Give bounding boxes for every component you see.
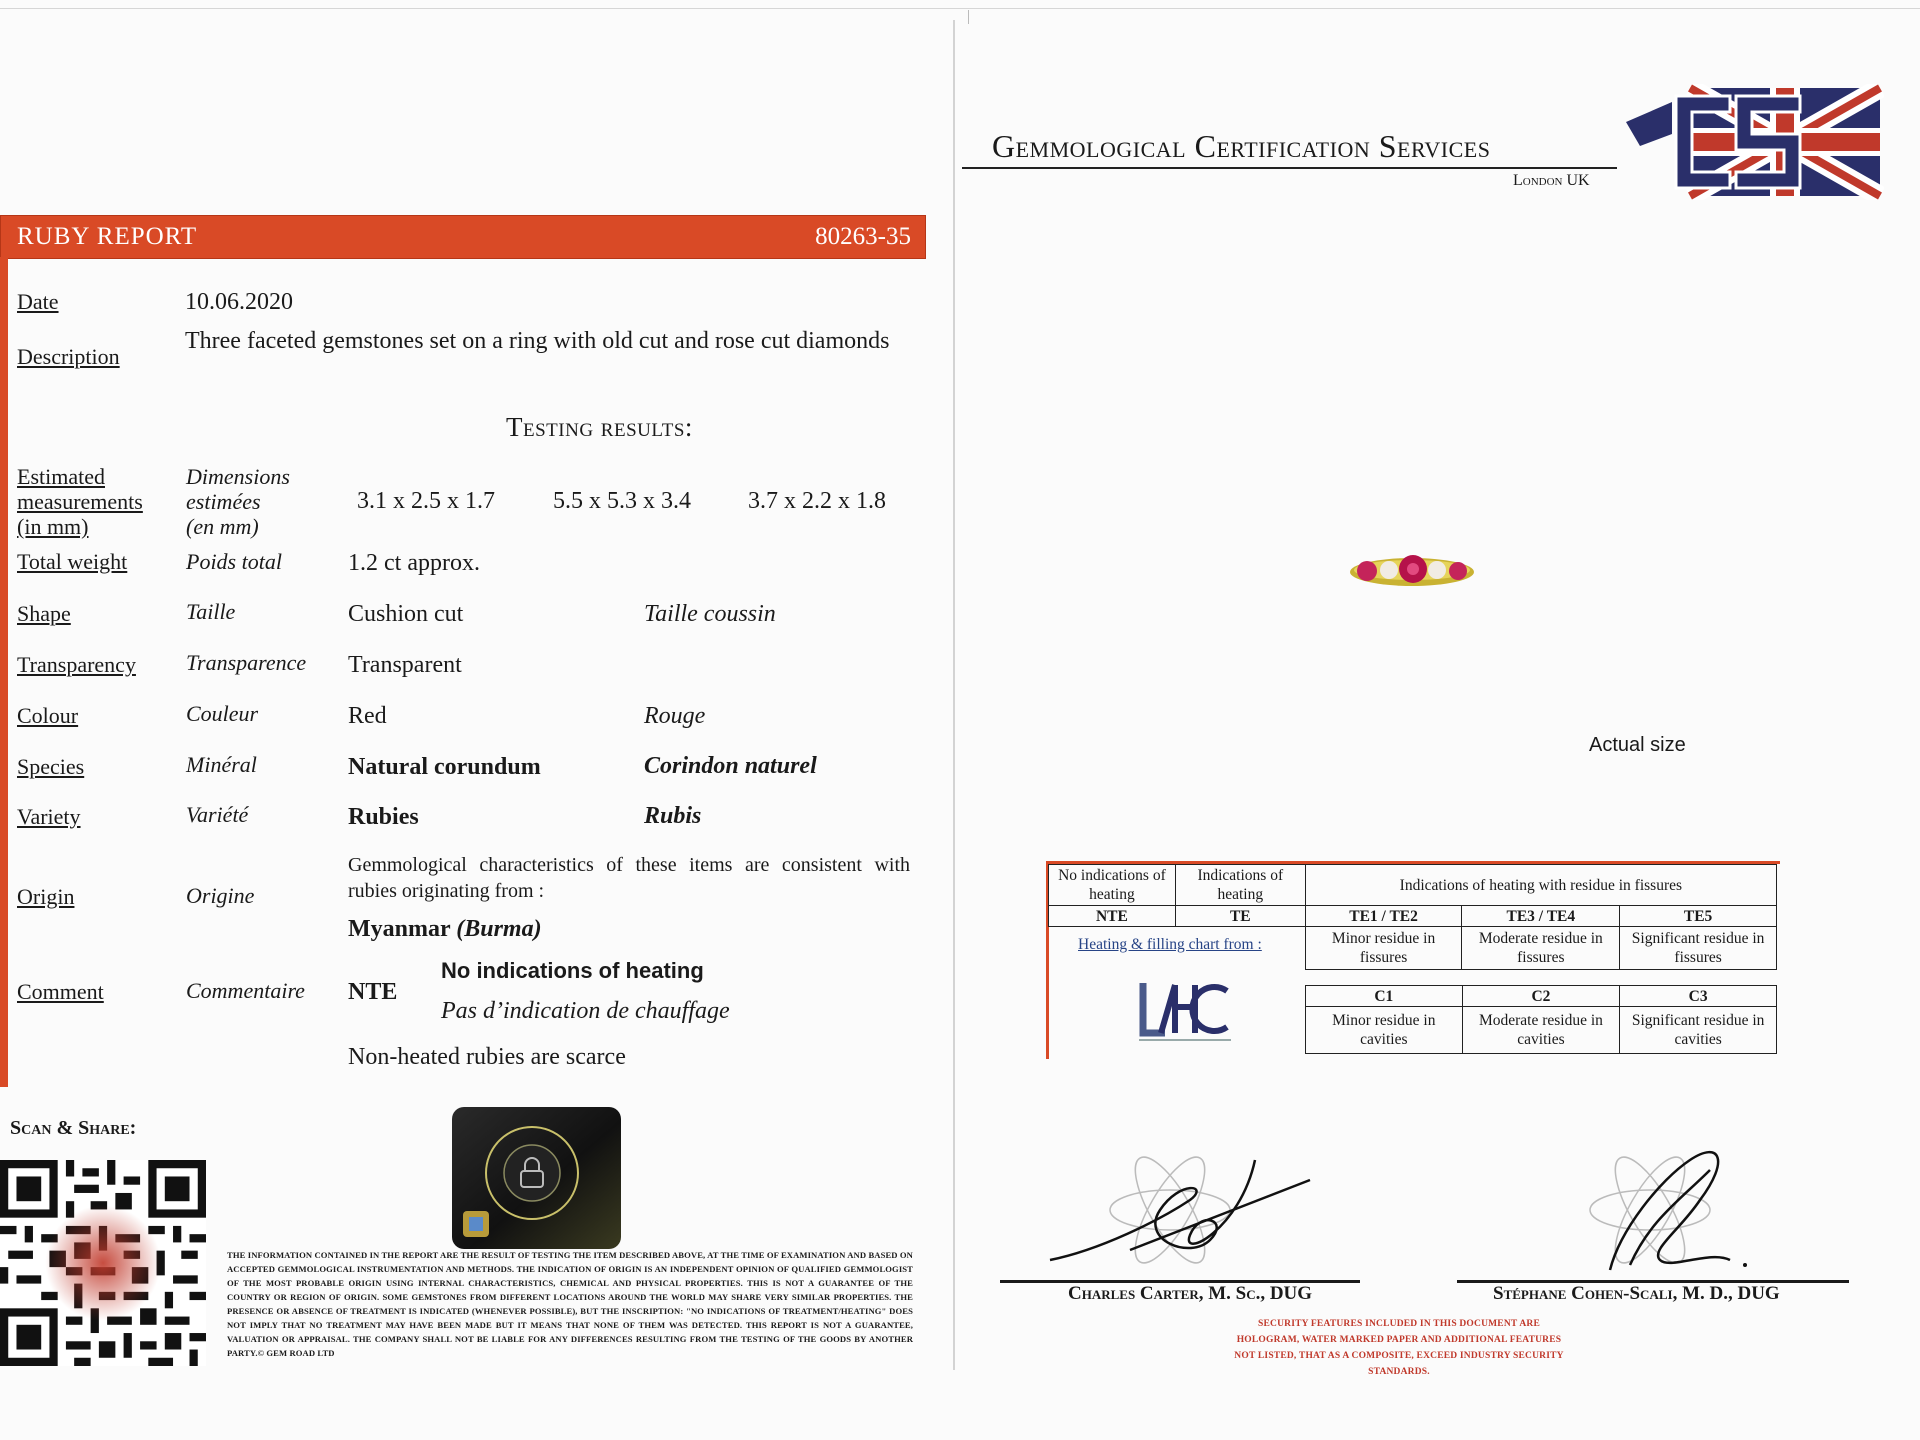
c2-desc: Moderate residue in cavities <box>1462 1007 1620 1054</box>
te3-te4-code: TE3 / TE4 <box>1462 906 1620 927</box>
lab-name: Gemmological Certification Services <box>992 128 1491 164</box>
shape-value: Cushion cut <box>348 601 464 627</box>
measurements-fr-2: estimées <box>186 489 261 514</box>
measurements-label-3: (in mm) <box>17 514 89 539</box>
variety-label: Variety <box>17 804 81 829</box>
total-weight-fr: Poids total <box>186 549 282 574</box>
measurement-value-1: 3.1 x 2.5 x 1.7 <box>357 488 495 514</box>
measurements-label-2: measurements <box>17 489 143 514</box>
doclock-hologram <box>452 1107 621 1249</box>
c2-code: C2 <box>1462 986 1620 1007</box>
measurement-value-2: 5.5 x 5.3 x 3.4 <box>553 488 691 514</box>
measurements-fr-1: Dimensions <box>186 464 290 489</box>
top-edge-line <box>0 8 1920 9</box>
lab-location: London UK <box>1513 172 1590 189</box>
c1-code: C1 <box>1306 986 1463 1007</box>
c3-code: C3 <box>1620 986 1777 1007</box>
measurements-label-1: Estimated <box>17 464 105 489</box>
fold-mark <box>968 10 969 24</box>
left-signatory-name: Charles Carter, M. Sc., DUG <box>1068 1283 1313 1304</box>
origin-country-alt: (Burma) <box>456 916 542 942</box>
comment-note: Non-heated rubies are scarce <box>348 1044 626 1070</box>
report-title: RUBY REPORT <box>17 223 198 250</box>
origin-country-name: Myanmar <box>348 916 451 942</box>
disclaimer-text: THE INFORMATION CONTAINED IN THE REPORT ARE THE RESULT OF TESTING THE ITEM DESCRIBED ABOVE, AT THE TIME OF EXAMINATION AND BASED ON ACCEPTED GEMMOLOGICAL INSTRUMENTATION AND METHODS. THE INDICATION OF ORIGIN IS AN INDEPENDENT OPINION OF QUALIFIED GEMMOLOGIST OF THE MOST PROBABLE ORIGIN USING INTERNAL CHARACTERISTICS, CHEMICAL AND PHYSICAL PROPERTIES. THIS IS NOT A GUARANTEE OF THE COUNTRY OR REGION OF ORIGIN. SOME GEMSTONES FROM DIFFERENT LOCATIONS AROUND THE WORLD MAY SHARE VERY SIMILAR PROPERTIES. THE PRESENCE OR ABSENCE OF TREATMENT IS INDICATED (WHENEVER POSSIBLE), BUT THE INSCRIPTION: "NO INDICATIONS OF TREATMENT/HEATING" DOES NOT IMPLY THAT NO TREATMENT MAY HAVE BEEN MADE BUT IT MEANS THAT NONE OF THEM WAS DETECTED. THIS REPORT IS NOT A GUARANTEE, VALUATION OR APPRAISAL. THE COMPANY SHALL NOT BE LIABLE FOR ANY DIFFERENCES RESULTING FROM THE TESTING OF THE GOODS BY ANOTHER PARTY.© GEM ROAD LTD <box>227 1250 913 1358</box>
colour-value-fr: Rouge <box>644 703 706 729</box>
transparency-label: Transparency <box>17 652 136 677</box>
report-side-bar <box>0 257 8 1087</box>
nte-code: NTE <box>1049 906 1176 927</box>
te1-te2-desc: Minor residue in fissures <box>1305 927 1462 970</box>
report-number: 80263-35 <box>815 223 911 250</box>
nte-header: No indications of heating <box>1049 865 1176 906</box>
origin-fr: Origine <box>186 883 255 908</box>
actual-size-caption: Actual size <box>1589 734 1686 756</box>
report-banner <box>0 215 926 259</box>
origin-country <box>348 914 542 944</box>
transparency-fr: Transparence <box>186 650 307 675</box>
page-fold <box>953 20 955 1370</box>
species-fr: Minéral <box>186 752 257 777</box>
ring-photo <box>1347 548 1477 592</box>
lab-name-rule <box>962 167 1617 169</box>
cavity-chart-table <box>1305 985 1777 1054</box>
variety-value-fr: Rubis <box>644 803 702 829</box>
te-code: TE <box>1175 906 1305 927</box>
c3-desc: Significant residue in cavities <box>1620 1007 1777 1054</box>
species-label: Species <box>17 754 85 779</box>
gcs-union-jack-logo <box>1620 84 1884 200</box>
variety-fr: Variété <box>186 802 249 827</box>
origin-text: Gemmological characteristics of these items are consistent with rubies originating from : <box>348 854 910 902</box>
description-value: Three faceted gemstones set on a ring with old cut and rose cut diamonds <box>185 328 890 354</box>
total-weight-label: Total weight <box>17 549 128 574</box>
comment-value-fr: Pas d’indication de chauffage <box>441 998 730 1024</box>
c1-desc: Minor residue in cavities <box>1306 1007 1463 1054</box>
qr-code[interactable] <box>0 1160 206 1366</box>
security-features-note: SECURITY FEATURES INCLUDED IN THIS DOCUMENT ARE HOLOGRAM, WATER MARKED PAPER AND ADDITIONAL FEATURES NOT LISTED, THAT AS A COMPOSITE, EXCEED INDUSTRY SECURITY STANDARDS. <box>1234 1319 1564 1377</box>
heating-chart-table <box>1048 864 1777 970</box>
comment-value: No indications of heating <box>441 958 704 983</box>
colour-label: Colour <box>17 703 79 728</box>
te1-te2-code: TE1 / TE2 <box>1305 906 1462 927</box>
comment-code: NTE <box>348 979 398 1005</box>
species-value: Natural corundum <box>348 754 541 780</box>
colour-fr: Couleur <box>186 701 259 726</box>
species-value-fr: Corindon naturel <box>644 753 817 779</box>
comment-fr: Commentaire <box>186 978 305 1003</box>
colour-value: Red <box>348 703 387 729</box>
te5-desc: Significant residue in fissures <box>1620 927 1777 970</box>
testing-results-heading: Testing results: <box>506 412 693 442</box>
comment-label: Comment <box>17 979 104 1004</box>
residue-header: Indications of heating with residue in fissures <box>1305 865 1776 906</box>
te5-code: TE5 <box>1620 906 1777 927</box>
left-signature <box>1040 1140 1320 1280</box>
te3-te4-desc: Moderate residue in fissures <box>1462 927 1620 970</box>
date-value: 10.06.2020 <box>185 289 293 315</box>
origin-label: Origin <box>17 884 75 909</box>
date-label: Date <box>17 289 59 314</box>
description-label: Description <box>17 344 120 369</box>
measurement-value-3: 3.7 x 2.2 x 1.8 <box>748 488 886 514</box>
shape-fr: Taille <box>186 599 236 624</box>
right-signature <box>1570 1140 1770 1280</box>
variety-value: Rubies <box>348 804 419 830</box>
total-weight-value: 1.2 ct approx. <box>348 550 480 576</box>
shape-label: Shape <box>17 601 71 626</box>
lhc-logo <box>1135 977 1235 1047</box>
shape-value-fr: Taille coussin <box>644 601 776 627</box>
right-signatory-name: Stéphane Cohen-Scali, M. D., DUG <box>1493 1283 1780 1304</box>
scan-share-label: Scan & Share: <box>10 1117 137 1139</box>
te-header: Indications of heating <box>1175 865 1305 906</box>
transparency-value: Transparent <box>348 652 462 678</box>
measurements-fr-3: (en mm) <box>186 514 259 539</box>
heating-chart-source[interactable]: Heating & filling chart from : <box>1078 936 1262 953</box>
